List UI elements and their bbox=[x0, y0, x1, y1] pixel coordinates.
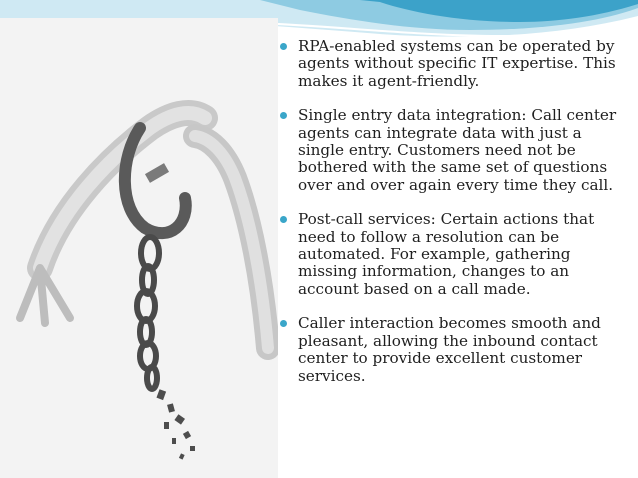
bullet-text: Post-call services: Certain actions that need to follow a resolution can be automated. For example, gathering missing information, changes to an account based on a call made. bbox=[298, 210, 595, 298]
bullet-item-single-entry bbox=[278, 107, 630, 194]
bullet-list bbox=[278, 38, 630, 402]
bullet-item-post-call bbox=[278, 211, 630, 298]
bullet-dot-icon bbox=[280, 43, 287, 50]
bullet-text: Single entry data integration: Call center agents can integrate data with just a single entry. Customers need not be bothered with the same set of questions over and over again every time they call. bbox=[298, 106, 617, 194]
bullet-item-caller-interaction bbox=[278, 315, 630, 385]
bullet-text: Caller interaction becomes smooth and pleasant, allowing the inbound contact center to provide excellent customer services. bbox=[298, 314, 601, 385]
bullet-dot-icon bbox=[280, 216, 287, 223]
bullet-item-agent-friendly bbox=[278, 38, 630, 90]
bullet-text: RPA-enabled systems can be operated by agents without specific IT expertise. This makes it agent-friendly. bbox=[298, 37, 616, 90]
robot-arm-breaking-chain-image bbox=[0, 18, 278, 478]
bullet-dot-icon bbox=[280, 320, 287, 327]
bullet-dot-icon bbox=[280, 112, 287, 119]
